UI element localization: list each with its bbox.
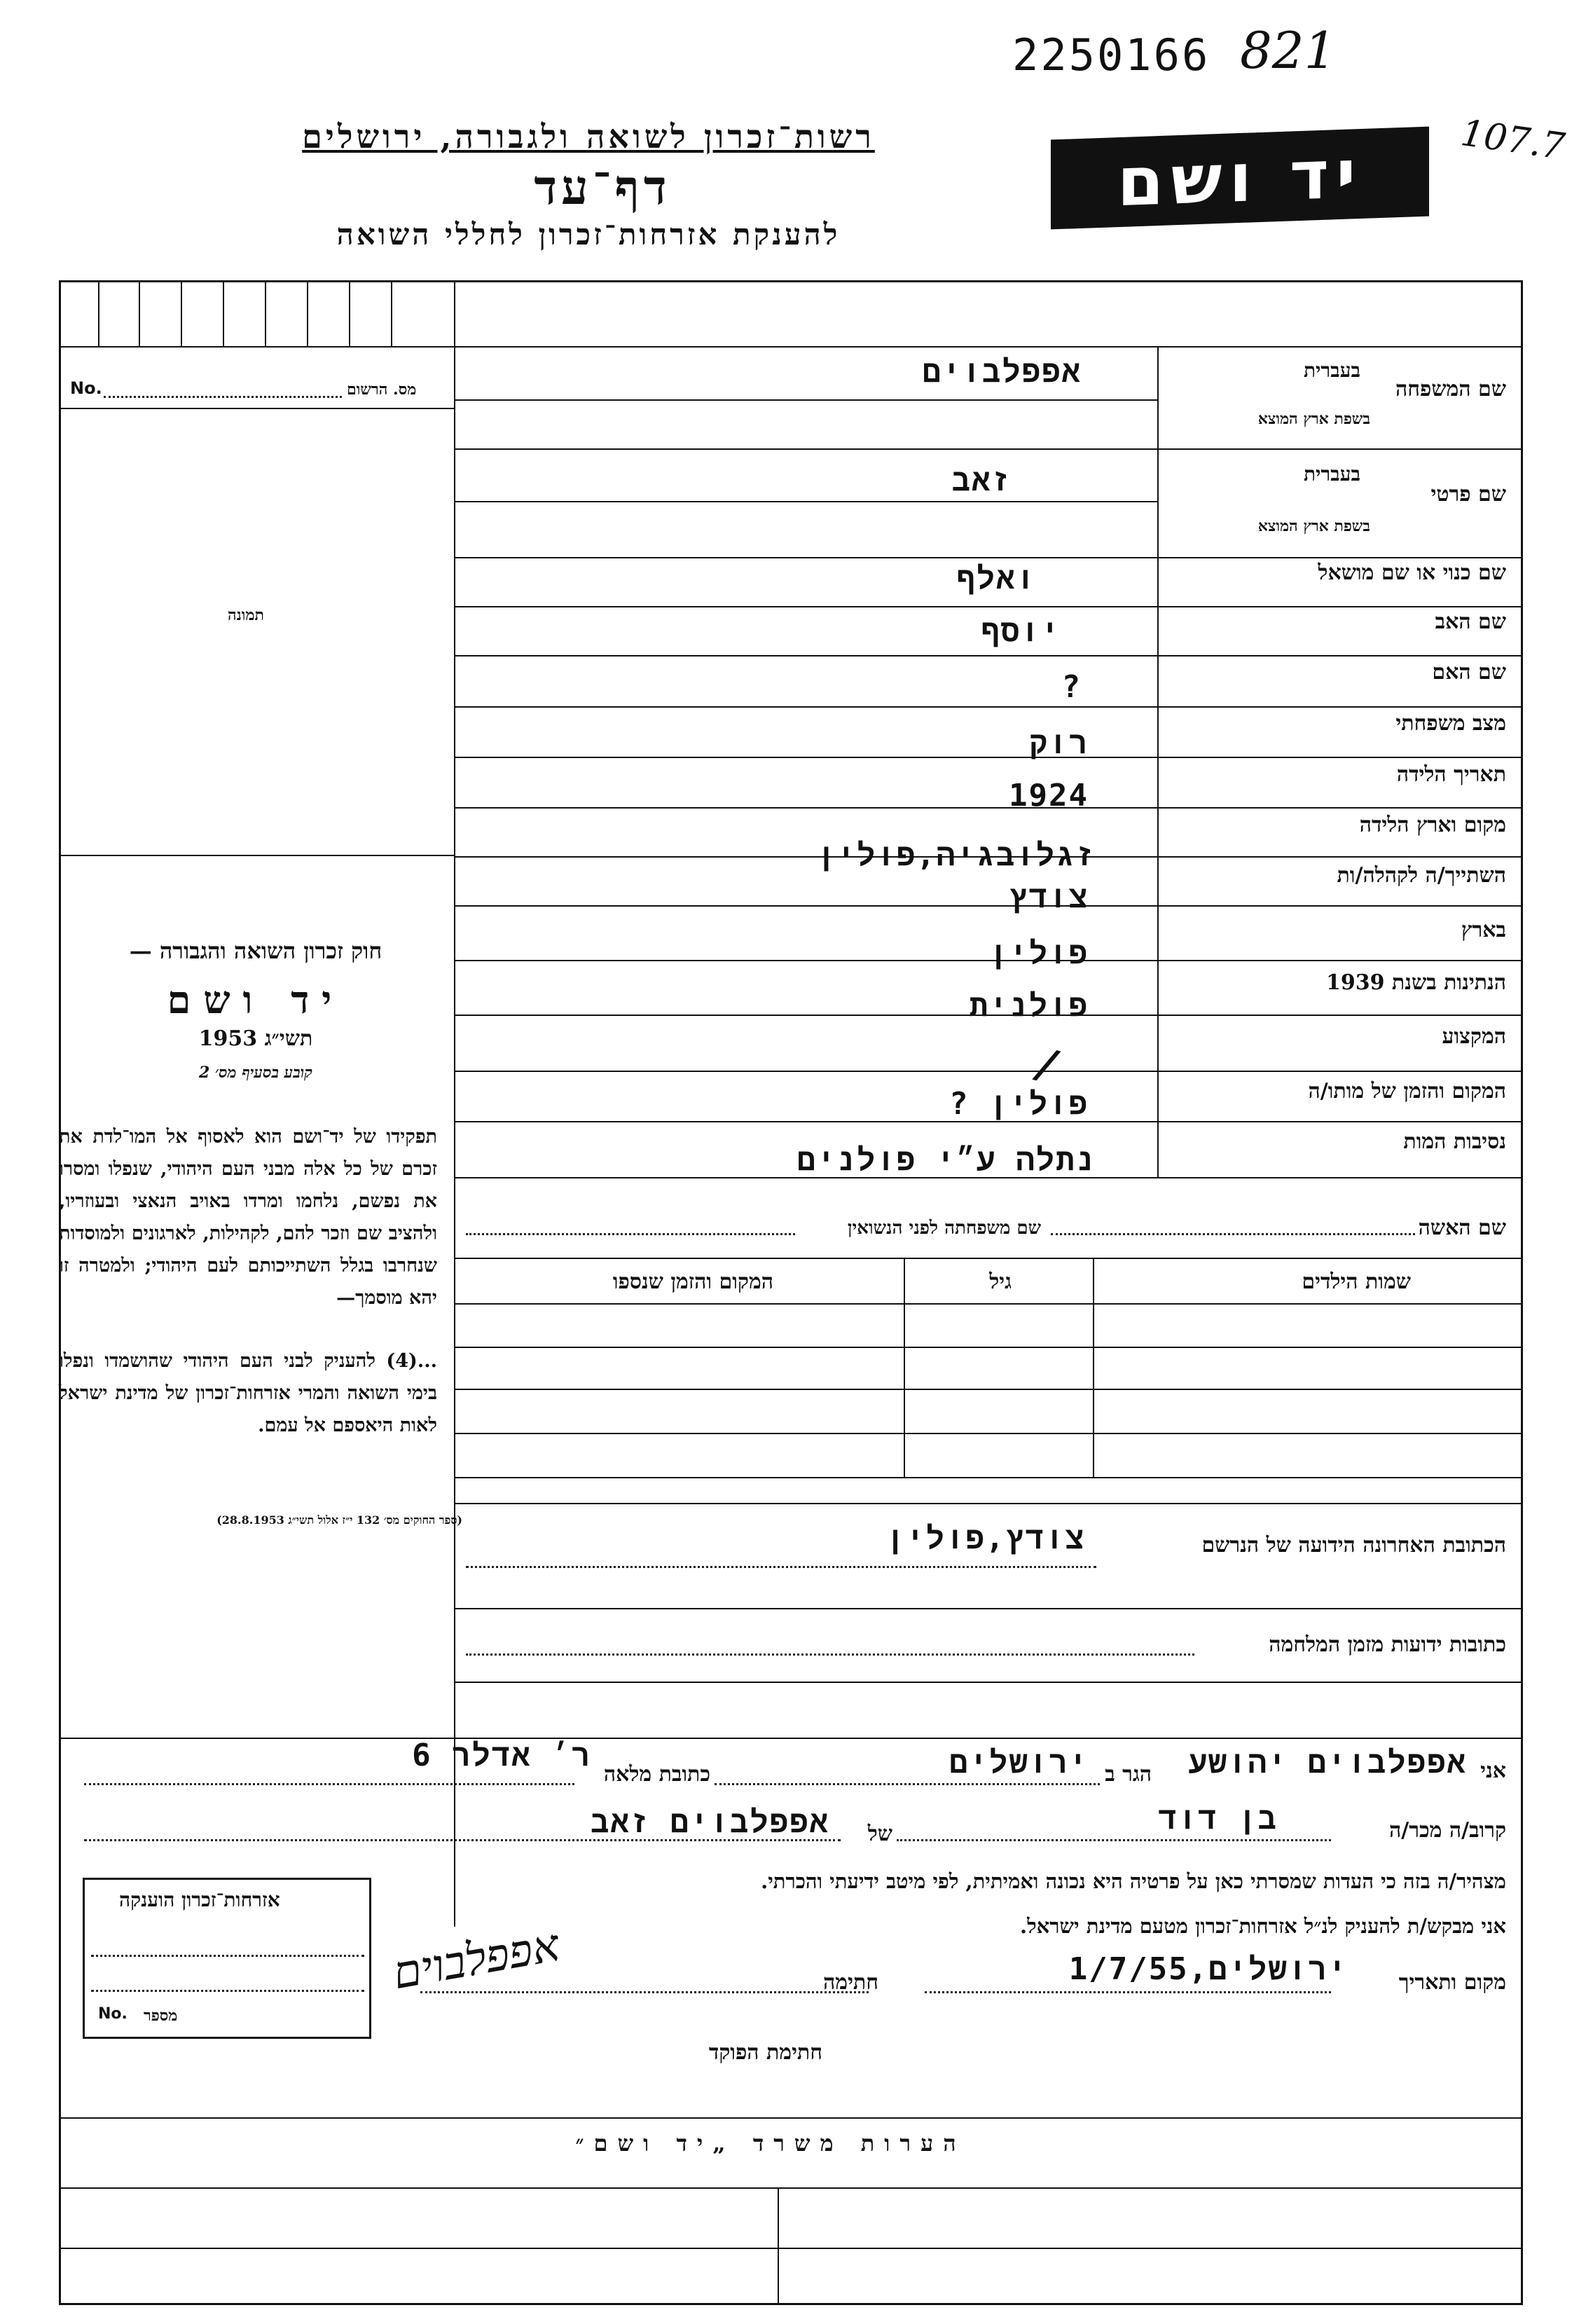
- profession-value: /: [1028, 1038, 1067, 1092]
- law-org: יד ושם: [167, 977, 345, 1022]
- granted-box-number-label: מספר: [144, 2007, 178, 2025]
- office-notes-label: הערות משרד „יד ושם״: [575, 2130, 966, 2157]
- relation-value: בן דוד: [1158, 1801, 1278, 1836]
- family-name-label: שם המשפחה: [1395, 377, 1506, 401]
- law-text-2: ...(4) להעניק לבני העם היהודי שהושמדו ונפלו בימי השואה והמרי אזרחות־זכרון של מדינת ישראל לאות היאספם אל עמם.: [59, 1350, 437, 1436]
- mother-label: שם האם: [1432, 660, 1506, 685]
- record-number: 2250166: [1012, 29, 1211, 81]
- marital-label: מצב משפחתי: [1395, 711, 1506, 736]
- citizenship-value: פולנית: [969, 988, 1089, 1024]
- resident-city: ירושלים: [949, 1745, 1089, 1780]
- death-place-label: המקום והזמן של מותו/ה: [1308, 1079, 1506, 1103]
- wife-label: שם האשה: [1418, 1216, 1506, 1240]
- authority-line: רשות־זכרון לשואה ולגבורה, ירושלים: [302, 118, 875, 156]
- declarant-i-label: אני: [1480, 1759, 1506, 1783]
- place-date-label: מקום ותאריך: [1398, 1970, 1506, 1995]
- family-name-value: אפפלבוים: [922, 354, 1082, 390]
- father-label: שם האב: [1435, 610, 1506, 634]
- last-address-label: הכתובת האחרונה הידועה של הנרשם: [1201, 1533, 1506, 1558]
- relative-label: קרוב/ה מכר/ה: [1389, 1818, 1506, 1843]
- community-value: צודץ: [1009, 879, 1089, 915]
- full-address-value: ר׳ אדלר 6: [412, 1738, 591, 1773]
- wife-maiden-label: שם משפחתה לפני הנשואין: [847, 1218, 1041, 1239]
- mother-value: ?: [1061, 669, 1082, 705]
- country-label: בארץ: [1461, 918, 1506, 942]
- granted-box-title: אזרחות־זכרון הוענקה: [119, 1888, 280, 1911]
- first-name-value: זאב: [951, 462, 1012, 498]
- community-label: השתייך/ה לקהלה/ות: [1337, 863, 1506, 888]
- page-title: דף־עד: [534, 160, 671, 216]
- father-value: יוסף: [981, 613, 1061, 649]
- statement-1: מצהיר/ה בזה כי העדות שמסרתי כאן על פרטיה היא נכונה ואמיתית, לפי מיטב ידיעתי והכרתי.: [761, 1869, 1506, 1893]
- law-title: חוק זכרון השואה והגבורה —: [129, 937, 382, 964]
- full-address-label: כתובת מלאה: [603, 1762, 710, 1787]
- of-value: אפפלבוים זאב: [591, 1804, 829, 1840]
- logo-text: יד ושם: [1117, 134, 1363, 222]
- birth-place-value: זגלובגיה,פולין: [817, 837, 1096, 873]
- officer-signature-label: חתימת הפוקד: [708, 2040, 822, 2065]
- death-circ-label: נסיבות המות: [1403, 1129, 1506, 1154]
- country-value: פולין: [988, 935, 1089, 971]
- family-origin-label: בשפת ארץ המוצא: [1257, 410, 1370, 428]
- law-reference: (ספר החוקים מס׳ 132 י״ז אלול תשי״ג 28.8.1953): [216, 1513, 462, 1527]
- yad-vashem-logo: [1051, 127, 1429, 230]
- citizenship-label: הנתינות בשנת 1939: [1325, 970, 1506, 995]
- record-handwritten: 821: [1240, 21, 1337, 80]
- birth-place-label: מקום וארץ הלידה: [1359, 813, 1506, 837]
- law-section: קובע בסעיף מס׳ 2: [198, 1064, 313, 1082]
- nickname-label: שם כנוי או שם מושאל: [1318, 561, 1506, 585]
- of-label: של: [867, 1822, 892, 1846]
- children-names-header: שמות הילדים: [1302, 1270, 1411, 1294]
- family-hebrew-label: בעברית: [1303, 359, 1360, 382]
- signature-label: חתימה: [823, 1970, 878, 1995]
- place-date-value: ירושלים,1/7/55: [1068, 1951, 1348, 1987]
- children-age-header: גיל: [989, 1270, 1012, 1294]
- nickname-value: ואלף: [956, 561, 1036, 596]
- signature: אפפלבוים: [389, 1919, 563, 2000]
- law-text-1: תפקידו של יד־ושם הוא לאסוף אל המו־לדת את זכרם של כל אלה מבני העם היהודי, שנפלו ומסרו את נפשם, נלחמו ומרדו באויב הנאצי ובעוזריו, ולהציב שם וזכר להם, לקהילות, לארגונים ולמוסדות שנחרבו בגלל השתייכותם לעם היהודי; ולמטרה זו יהא מוסמך—: [59, 1126, 437, 1309]
- granted-box-no: No.: [98, 2005, 127, 2023]
- first-origin-label: בשפת ארץ המוצא: [1257, 517, 1370, 535]
- statement-2: אני מבקש/ת להעניק לנ״ל אזרחות־זכרון מטעם מדינת ישראל.: [1020, 1914, 1506, 1938]
- first-name-label: שם פרטי: [1430, 482, 1506, 507]
- page-subtitle: להענקת אזרחות־זכרון לחללי השואה: [336, 217, 841, 252]
- reg-no-label: מס. הרשום: [347, 380, 417, 399]
- resident-label: הגר ב: [1105, 1762, 1152, 1787]
- law-year: תשי״ג 1953: [198, 1026, 313, 1051]
- marital-value: רוק: [1028, 725, 1089, 761]
- corner-note: 107.7: [1458, 111, 1568, 169]
- declarant-name: אפפלבוים יהושע: [1188, 1745, 1467, 1780]
- profession-label: המקצוע: [1442, 1024, 1506, 1049]
- birth-date-value: 1924: [1009, 778, 1089, 813]
- death-circ-value: נתלה ע״י פולנים: [797, 1142, 1096, 1178]
- death-place-value: פולין ?: [949, 1086, 1089, 1122]
- children-place-header: המקום והזמן שנספו: [612, 1270, 773, 1294]
- photo-label: תמונה: [228, 606, 264, 624]
- war-addresses-label: כתובות ידועות מזמן המלחמה: [1269, 1632, 1506, 1657]
- first-hebrew-label: בעברית: [1303, 462, 1360, 486]
- reg-no-en: No.: [70, 378, 102, 398]
- birth-date-label: תאריך הלידה: [1396, 762, 1506, 787]
- last-address-value: צודץ,פולין: [885, 1520, 1085, 1556]
